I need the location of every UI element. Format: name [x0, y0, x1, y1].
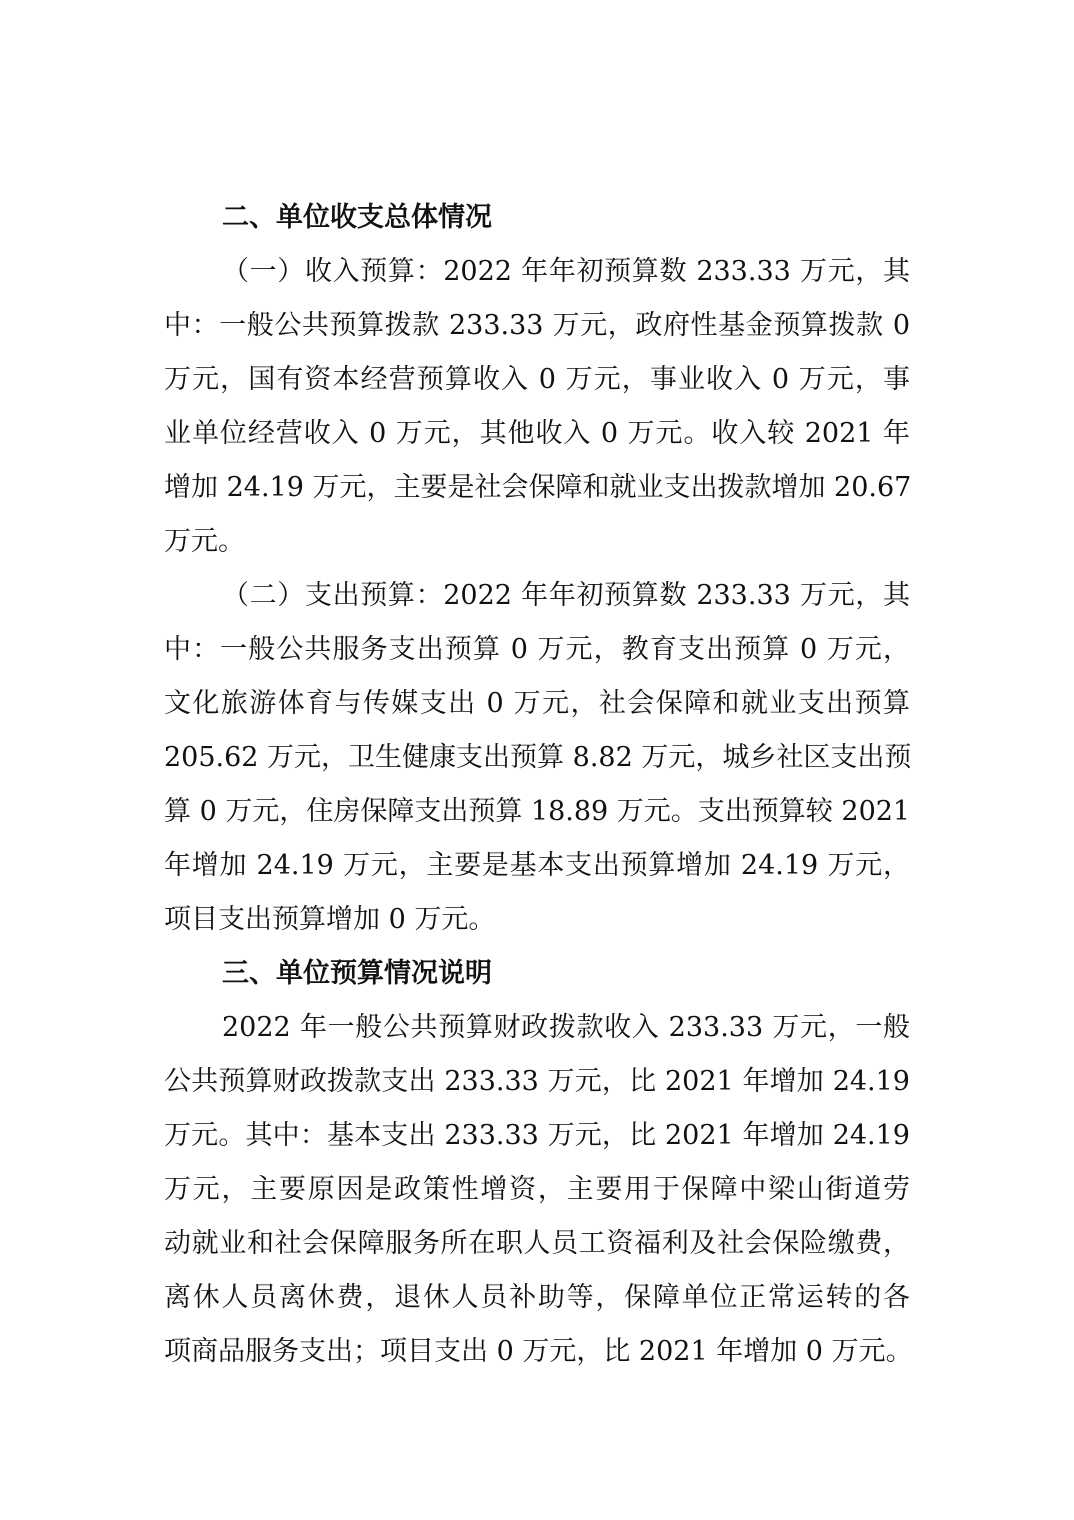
document-body: [164, 191, 913, 1379]
expenditure-line: 项目支出预算增加 0 万元。: [164, 904, 496, 935]
section-heading-3: 三、单位预算情况说明: [222, 958, 492, 989]
explanation-line: 项商品服务支出；项目支出 0 万元，比 2021 年增加 0 万元。: [164, 1336, 913, 1367]
expenditure-budget-paragraph: [164, 569, 910, 947]
expenditure-line: （二）支出预算：2022 年年初预算数 233.33 万元，其: [222, 580, 910, 611]
explanation-line: 公共预算财政拨款支出 233.33 万元，比 2021 年增加 24.19: [164, 1066, 910, 1097]
explanation-line: 离休人员离休费，退休人员补助等，保障单位正常运转的各: [164, 1282, 910, 1313]
expenditure-line: 年增加 24.19 万元，主要是基本支出预算增加 24.19 万元，: [164, 850, 910, 881]
income-line: 万元。: [164, 526, 245, 557]
income-line: 业单位经营收入 0 万元，其他收入 0 万元。收入较 2021 年: [164, 418, 910, 449]
explanation-line: 万元，主要原因是政策性增资，主要用于保障中梁山街道劳: [164, 1174, 910, 1205]
explanation-line: 万元。其中：基本支出 233.33 万元，比 2021 年增加 24.19: [164, 1120, 910, 1151]
income-line: （一）收入预算：2022 年年初预算数 233.33 万元，其: [222, 256, 910, 287]
income-line: 中：一般公共预算拨款 233.33 万元，政府性基金预算拨款 0: [164, 310, 910, 341]
explanation-line: 2022 年一般公共预算财政拨款收入 233.33 万元，一般: [222, 1012, 910, 1043]
expenditure-line: 算 0 万元，住房保障支出预算 18.89 万元。支出预算较 2021: [164, 796, 911, 827]
income-line: 万元，国有资本经营预算收入 0 万元，事业收入 0 万元，事: [164, 364, 910, 395]
explanation-line: 动就业和社会保障服务所在职人员工资福利及社会保险缴费，: [164, 1228, 910, 1259]
income-line: 增加 24.19 万元，主要是社会保障和就业支出拨款增加 20.67: [164, 472, 912, 503]
expenditure-line: 205.62 万元，卫生健康支出预算 8.82 万元，城乡社区支出预: [164, 742, 912, 773]
budget-explanation-paragraph: [164, 1001, 913, 1379]
income-budget-paragraph: [164, 245, 910, 569]
section-heading-2: 二、单位收支总体情况: [222, 202, 492, 233]
expenditure-line: 文化旅游体育与传媒支出 0 万元，社会保障和就业支出预算: [164, 688, 910, 719]
expenditure-line: 中：一般公共服务支出预算 0 万元，教育支出预算 0 万元，: [164, 634, 910, 665]
